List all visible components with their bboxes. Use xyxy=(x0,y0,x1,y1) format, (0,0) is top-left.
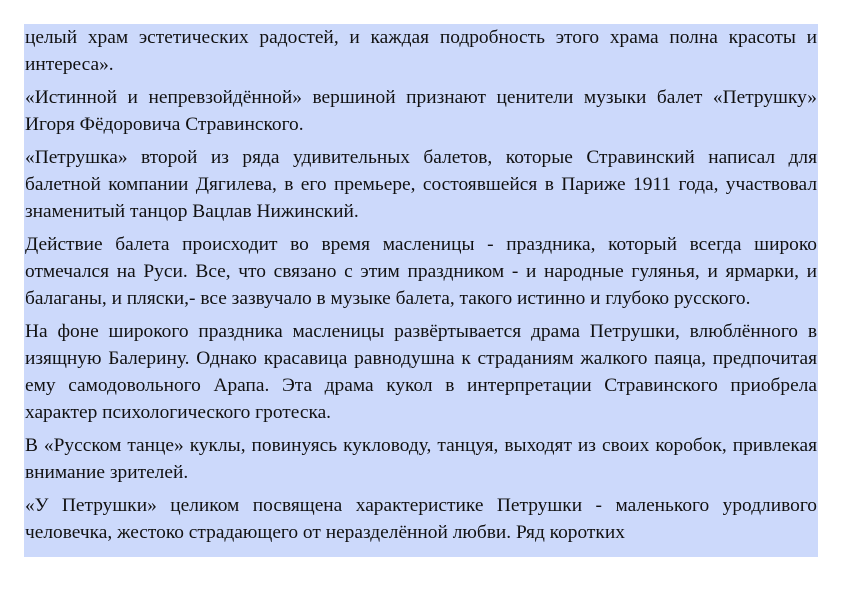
paragraph-5: На фоне широкого праздника масленицы развёртывается драма Петрушки, влюблённого в изящную Балерину. Однако красавица равнодушна к страданиям жалкого паяца, предпочитая ему самодовольного Арапа. Эта драма кукол в интерпретации Стравинского приобрела характер психологического гротеска. xyxy=(25,321,817,423)
paragraph-1: целый храм эстетических радостей, и каждая подробность этого храма полна красоты и интереса». xyxy=(25,27,817,75)
paragraph-6: В «Русском танце» куклы, повинуясь кукловоду, танцуя, выходят из своих коробок, привлекая внимание зрителей. xyxy=(25,435,817,483)
paragraph-7: «У Петрушки» целиком посвящена характеристике Петрушки - маленького уродливого человечка, жестоко страдающего от неразделённой любви. Ряд коротких xyxy=(25,495,817,543)
highlighted-text-block xyxy=(24,24,818,557)
paragraph-4: Действие балета происходит во время масленицы - праздника, который всегда широко отмечался на Руси. Все, что связано с этим праздником - и народные гулянья, и ярмарки, и балаганы, и пляски,- все зазвучало в музыке балета, такого истинно и глубоко русского. xyxy=(25,234,817,309)
paragraph-2: «Истинной и непревзойдённой» вершиной признают ценители музыки балет «Петрушку» Игоря Фёдоровича Стравинского. xyxy=(25,87,817,135)
paragraph-3: «Петрушка» второй из ряда удивительных балетов, которые Стравинский написал для балетной компании Дягилева, в его премьере, состоявшейся в Париже 1911 года, участвовал знаменитый танцор Вацлав Нижинский. xyxy=(25,147,817,222)
